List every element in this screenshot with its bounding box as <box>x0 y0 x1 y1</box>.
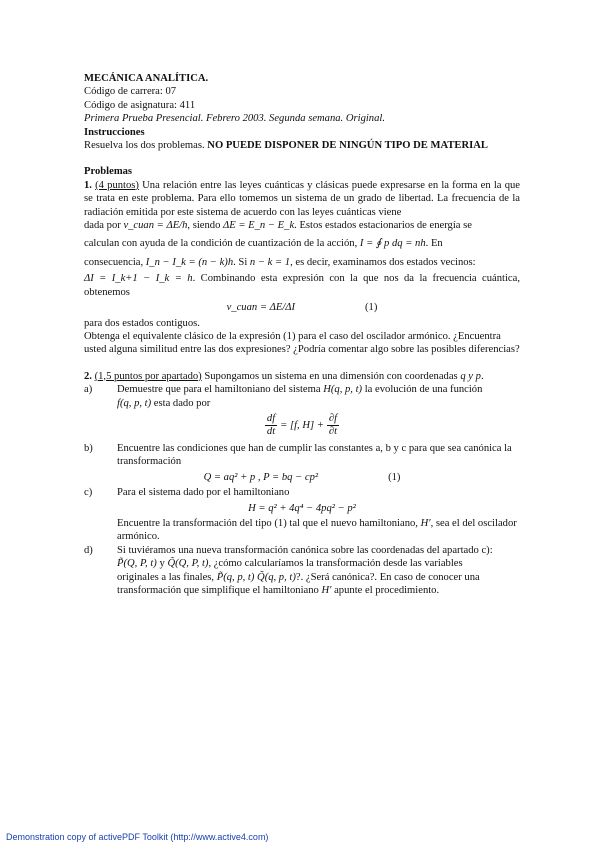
problem-1-line5 <box>84 272 520 299</box>
instructions-text <box>84 139 520 152</box>
p2d-text: apunte el procedimiento. <box>334 585 440 596</box>
item-body: Encuentre las condiciones que han de cumplir las constantes a, b y c para que sea canónica la transformación <box>117 442 512 468</box>
p2d-math: H′ <box>321 585 332 596</box>
p2a-math: f(q, p, t) <box>117 397 152 409</box>
instructions-plain: Resuelva los dos problemas. <box>84 140 205 152</box>
equation-transformation <box>84 471 520 484</box>
p1-text: dada por <box>84 220 121 232</box>
item-body <box>117 544 520 598</box>
p2d-text: ?. ¿Será canónica?. En caso de conocer una transformación que simplifique el hamiltoniano <box>117 571 480 596</box>
problem-2-points: (1,5 puntos por apartado) <box>94 370 202 382</box>
equation-poisson <box>84 413 520 438</box>
problem-1-number: 1. <box>84 179 92 191</box>
problem-2c <box>84 486 520 499</box>
problems-heading: Problemas <box>84 166 133 178</box>
p2-math: q y p <box>460 370 481 382</box>
problem-1-after1: para dos estados contiguos. <box>84 317 200 329</box>
fraction-partial <box>327 413 339 438</box>
p2d-math: P̃(Q, P, t) <box>117 558 157 570</box>
p2-text: . <box>480 370 484 382</box>
p2d-text: y <box>159 558 165 570</box>
p2d-text: , ¿cómo calcularíamos la transformación desde las variables <box>208 558 463 570</box>
course-title: MECÁNICA ANALÍTICA. <box>84 73 209 84</box>
p2d-text: Si tuviéramos una nueva transformación canónica sobre las coordenadas del apartado c): <box>117 544 493 556</box>
item-body: Para el sistema dado por el hamiltoniano <box>117 487 290 499</box>
p2a-text: Demuestre que para el hamiltoniano del sistema <box>117 384 321 396</box>
problem-2d <box>84 544 520 598</box>
exam-page <box>84 72 520 597</box>
item-label: d) <box>84 544 93 556</box>
equation-hamiltonian <box>84 502 520 515</box>
problem-2c-cont <box>84 517 520 544</box>
p2c-text: , sea el del oscilador armónico. <box>117 517 517 543</box>
problem-2 <box>84 370 520 383</box>
equation-1-number: (1) <box>365 302 378 314</box>
equation-poisson-middle: = [f, H] + <box>280 419 324 431</box>
p1-text: . Combinando esta expresión con la que nos da la frecuencia cuántica, obtenemos <box>84 273 520 298</box>
equation-hamiltonian-formula: H = q² + 4q⁴ − 4pq² − p² <box>248 502 356 514</box>
p1-text: , es decir, examinamos dos estados vecinos: <box>290 256 476 268</box>
p1-math: I = ∮ p dq = nh <box>359 238 426 250</box>
p1-math: ΔE = E_n − E_k <box>223 220 295 232</box>
problem-1-points: (4 puntos) <box>95 179 139 191</box>
p1-math: ΔI = I_k+1 − I_k = h <box>84 273 193 285</box>
p1-text: consecuencia, <box>84 256 144 268</box>
item-label: a) <box>84 384 93 396</box>
p1-math: I_n − I_k = (n − k)h <box>145 256 234 268</box>
p2d-math: Q̃(Q, P, t) <box>167 558 209 570</box>
item-label: b) <box>84 442 93 454</box>
frac-top: df <box>266 412 276 424</box>
watermark-link[interactable]: Demonstration copy of activePDF Toolkit (http://www.active4.com) <box>6 832 269 842</box>
career-code: Código de carrera: 07 <box>84 86 177 98</box>
frac-bottom: ∂t <box>328 425 338 437</box>
equation-1-formula: ν_cuan = ΔE/ΔI <box>226 302 296 314</box>
problem-2a <box>84 383 520 410</box>
problem-2b <box>84 442 520 469</box>
p1-text: , siendo <box>187 220 221 232</box>
item-body <box>117 517 520 544</box>
problem-1-line4 <box>84 256 520 269</box>
problem-1-line2 <box>84 219 520 232</box>
item-label: c) <box>84 487 93 499</box>
problem-2-number: 2. <box>84 370 92 382</box>
equation-transformation-formula: Q = aq² + p , P = bq − cp² <box>203 471 319 483</box>
item-body <box>117 383 520 410</box>
p2a-math: H(q, p, t) <box>323 384 363 396</box>
p2c-text: Encuentre la transformación del tipo (1) tal que el nuevo hamiltoniano, <box>117 517 418 529</box>
instructions-heading: Instrucciones <box>84 126 145 138</box>
p2a-text: la evolución de una función <box>364 384 483 396</box>
instructions-bold: NO PUEDE DISPONER DE NINGÚN TIPO DE MATERIAL <box>207 140 488 152</box>
subject-code: Código de asignatura: 411 <box>84 99 196 111</box>
p2d-text: originales a las finales, <box>117 571 215 583</box>
p2a-text: esta dado por <box>153 397 211 409</box>
frac-top: ∂f <box>328 412 338 424</box>
p1-text: . En <box>425 238 443 250</box>
problem-1-after2: Obtenga el equivalente clásico de la expresión (1) para el caso del oscilador armónico. ¿Encuentra usted alguna similitud entre las dos expresiones? ¿Podría comentar algo sobre las posibles diferencias? <box>84 330 520 356</box>
exam-info: Primera Prueba Presencial. Febrero 2003. Segunda semana. Original. <box>84 113 385 125</box>
problem-1 <box>84 179 520 219</box>
problem-2-intro: Supongamos un sistema en una dimensión con coordenadas <box>204 370 458 382</box>
p2d-math: P̃(q, p, t) Q̃(q, p, t) <box>216 571 296 583</box>
p1-text: calculan con ayuda de la condición de cuantización de la acción, <box>84 238 358 250</box>
problem-1-line1: Una relación entre las leyes cuánticas y clásicas puede expresarse en la forma en la que se trata en este problema. Para ello tomemos un sistema de un grado de libertad. La frecuencia de la radiación emitida por este sistema de acuerdo con las leyes cuánticas viene <box>84 179 520 218</box>
p1-math: n − k = 1 <box>249 256 291 268</box>
p1-math: ν_cuan = ΔE/h <box>123 220 188 232</box>
p2c-math: H′ <box>420 517 431 529</box>
p1-text: . Estos estados estacionarios de energía se <box>294 220 472 232</box>
equation-1 <box>84 301 520 314</box>
equation-transformation-number: (1) <box>388 471 401 483</box>
fraction-df-dt <box>265 413 277 438</box>
problem-1-line3 <box>84 237 520 250</box>
frac-bottom: dt <box>266 425 276 437</box>
p1-text: . Si <box>233 256 248 268</box>
